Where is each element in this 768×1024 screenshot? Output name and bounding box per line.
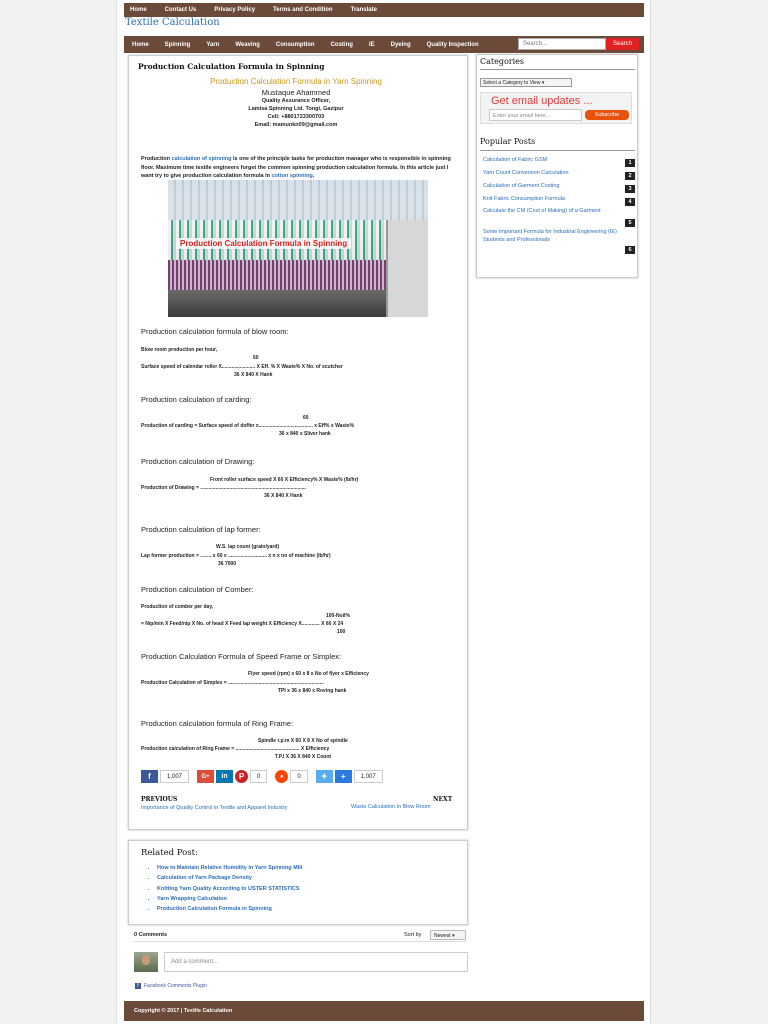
- facebook-share-icon[interactable]: f: [141, 770, 158, 783]
- formula-line: Production calculation of Ring Frame = .............................................. X Efficiency: [141, 746, 330, 752]
- formula-line: 36 X 840 X Hank: [264, 493, 303, 499]
- related-item[interactable]: • How to Maintain Relative Humidity in Yarn Spinning Mill: [157, 865, 302, 871]
- footer-copyright: Copyright © 2017 | Textile Calculation: [124, 1001, 644, 1021]
- sort-label: Sort by: [404, 932, 422, 938]
- search-input[interactable]: Search...: [518, 38, 606, 50]
- popular-post-rank: 2: [625, 172, 635, 180]
- author-cell: Cell: +8801723300703: [267, 114, 325, 120]
- popular-post-rank: 5: [625, 219, 635, 227]
- formula-line: 100: [337, 629, 346, 635]
- nav-home[interactable]: Home: [132, 41, 149, 48]
- facebook-share-count: 1,007: [160, 770, 189, 783]
- author-name: Mustaque Ahammed: [261, 88, 331, 97]
- top-link-translate[interactable]: Translate: [350, 7, 377, 13]
- post-subtitle: Production Calculation Formula in Yarn Spinning: [210, 77, 382, 86]
- pinterest-share-count: 0: [250, 770, 267, 783]
- link-calculation-of-spinning[interactable]: calculation of spinning: [171, 156, 232, 162]
- popular-post-rank: 3: [625, 185, 635, 193]
- sort-value: Newest: [434, 933, 451, 939]
- popular-post-item[interactable]: [483, 195, 632, 207]
- subscribe-button[interactable]: Subscribe: [585, 110, 629, 120]
- popular-post-rank: 4: [625, 198, 635, 206]
- facebook-icon: f: [135, 983, 141, 989]
- formula-line: 60: [303, 415, 309, 421]
- linkedin-share-icon[interactable]: in: [216, 770, 233, 783]
- heading-comber: Production calculation of Comber:: [141, 585, 254, 594]
- related-item[interactable]: • Knitting Yarn Quality According to USTER STATISTICS: [157, 886, 302, 892]
- google-plus-share-icon[interactable]: G+: [197, 770, 214, 783]
- nav-yarn[interactable]: Yarn: [206, 41, 220, 48]
- author-position: Quality Assurance Officer,: [261, 98, 331, 104]
- formula-line: 36 x 840 x Sliver hank: [279, 431, 331, 437]
- popular-post-title: Yarn Count Conversion Calculation: [483, 170, 569, 176]
- top-navigation: [124, 3, 644, 17]
- email-subscribe-box: [480, 92, 632, 124]
- avatar-face: [142, 955, 150, 965]
- formula-line: 36 7000: [218, 561, 237, 567]
- related-list: [157, 865, 302, 916]
- heading-lap-former: Production calculation of lap former:: [141, 525, 261, 534]
- formula-line: Production of Drawing = ............................................................................: [141, 485, 306, 491]
- related-heading: Related Post:: [141, 848, 198, 858]
- related-item[interactable]: • Yarn Wrapping Calculation: [157, 896, 302, 902]
- image-machine-head: [386, 220, 428, 317]
- divider: [480, 69, 635, 70]
- heading-carding: Production calculation of carding:: [141, 395, 252, 404]
- popular-post-item[interactable]: [483, 169, 632, 182]
- popular-post-item[interactable]: [483, 228, 632, 256]
- top-link-privacy[interactable]: Privacy Policy: [214, 7, 256, 13]
- comments-header: [134, 930, 467, 942]
- formula-line: Spindle r.p.m X 60 X 8 X No of spindle: [258, 738, 348, 744]
- image-banner-text: Production Calculation Formula in Spinning: [176, 238, 351, 249]
- formula-line: 100-Noil%: [326, 613, 350, 619]
- intro-text-c: .: [312, 173, 315, 179]
- popular-posts-list: [483, 156, 635, 256]
- heading-simplex: Production Calculation Formula of Speed Frame or Simplex:: [141, 652, 342, 661]
- previous-post-link[interactable]: Importance of Quality Control in Textile and Apparel Industry: [141, 805, 288, 811]
- formula-line: Production of comber per day,: [141, 604, 214, 610]
- category-select[interactable]: [480, 78, 572, 87]
- heading-ring-frame: Production calculation formula of Ring Frame:: [141, 719, 294, 728]
- popular-post-rank: 1: [625, 159, 635, 167]
- popular-post-item[interactable]: [483, 207, 632, 228]
- comment-input[interactable]: Add a comment...: [164, 952, 468, 972]
- formula-line: Production of carding = Surface speed of doffer x....................................... x Eff% x Waste%: [141, 423, 355, 429]
- formula-line: = Nip/min X Feed/nip X No. of head X Feed lap weight X Efficiency X............. X 60 X 24: [141, 621, 344, 627]
- categories-heading: Categories: [480, 57, 524, 66]
- total-share-count: 1,007: [354, 770, 383, 783]
- site-title[interactable]: Textile Calculation: [125, 17, 220, 28]
- formula-line: T.P.I X 36 X 840 X Count: [275, 754, 332, 760]
- image-ceiling: [168, 180, 428, 220]
- spinning-mill-image: [168, 180, 428, 317]
- related-posts-box: [128, 840, 468, 925]
- nav-dyeing[interactable]: Dyeing: [390, 41, 411, 48]
- popular-post-item[interactable]: [483, 156, 632, 169]
- heading-blow-room: Production calculation formula of blow room:: [141, 327, 289, 336]
- popular-post-title: Calculate the CM (Cost of Making) of a Garment: [483, 208, 601, 214]
- reddit-share-count: 0: [290, 770, 307, 783]
- formula-line: W.S. lap count (grain/yard): [216, 544, 280, 550]
- popular-post-item[interactable]: [483, 182, 632, 195]
- author-email: Email: mamunkn09@gmail.com: [254, 122, 338, 128]
- related-item[interactable]: • Production Calculation Formula in Spinning: [157, 906, 302, 912]
- popular-post-title: Some Important Formula for Industrial Engineering (IE) Students and Professionals: [483, 229, 617, 243]
- nav-quality-inspection[interactable]: Quality Inspection: [426, 41, 479, 48]
- intro-paragraph: [141, 155, 457, 181]
- nav-spinning[interactable]: Spinning: [164, 41, 191, 48]
- next-label[interactable]: NEXT: [433, 796, 453, 803]
- popular-posts-heading: Popular Posts: [480, 137, 536, 146]
- post-title[interactable]: Production Calculation Formula in Spinning: [138, 62, 325, 71]
- comment-count: 0 Comments: [134, 932, 168, 938]
- reddit-share-icon[interactable]: ●: [275, 770, 288, 783]
- related-item[interactable]: • Calculation of Yarn Package Density: [157, 875, 302, 881]
- nav-costing[interactable]: Costing: [330, 41, 353, 48]
- previous-label[interactable]: PREVIOUS: [141, 796, 178, 803]
- chevron-down-icon: ▾: [452, 933, 455, 939]
- formula-line: Surface speed of calendar roller X........................ X Eff. % X Waste% X No. of scutcher: [141, 364, 343, 370]
- search-button[interactable]: Search: [606, 38, 639, 50]
- category-select-value: Select a Category to View: [483, 80, 541, 86]
- share-bar: [141, 770, 391, 783]
- formula-line: 36 X 840 X Hank: [234, 372, 273, 378]
- email-updates-title: Get email updates ...: [491, 95, 593, 107]
- chevron-down-icon: ▾: [541, 80, 545, 86]
- sort-select[interactable]: [430, 930, 466, 940]
- email-field[interactable]: Enter your email here...: [489, 109, 582, 121]
- more-share-icon[interactable]: +: [335, 770, 352, 783]
- formula-line: Front roller surface speed X 60 X Efficiency% X Waste% (lb/hr): [210, 477, 359, 483]
- twitter-share-icon[interactable]: ✦: [316, 770, 333, 783]
- popular-post-title: Calculation of Fabric GSM: [483, 157, 548, 163]
- formula-line: TPI x 36 x 840 x Roving hank: [278, 688, 347, 694]
- heading-drawing: Production calculation of Drawing:: [141, 457, 255, 466]
- next-post-link[interactable]: Waste Calculation in Blow Room: [351, 804, 431, 810]
- popular-post-title: Knit Fabric Consumption Formula: [483, 196, 565, 202]
- popular-post-rank: 6: [625, 246, 635, 254]
- top-link-contact[interactable]: Contact Us: [164, 7, 197, 13]
- nav-consumption[interactable]: Consumption: [275, 41, 315, 48]
- link-cotton-spinning[interactable]: cotton spinning: [271, 173, 313, 179]
- facebook-plugin-label: Facebook Comments Plugin: [144, 983, 207, 989]
- formula-line: Flyer speed (rpm) x 60 x 8 x No of flyer x Efficiency: [248, 671, 369, 677]
- nav-ie[interactable]: IE: [368, 41, 375, 48]
- facebook-comments-plugin-link[interactable]: [135, 983, 207, 989]
- formula-line: 60: [253, 355, 259, 361]
- intro-text-a: Production: [141, 156, 172, 162]
- formula-line: Production Calculation of Simplex = .....................................................................: [141, 680, 324, 686]
- intro-text-b: is one of the principle tasks for production manager who is responsible in spinning floor. Maximum time textile engineers forget the common spinning production calculation formula. In this article just I want try to give production calculation formula in: [141, 156, 451, 179]
- nav-weaving[interactable]: Weaving: [235, 41, 260, 48]
- divider: [480, 150, 635, 151]
- top-link-terms[interactable]: Terms and Condition: [273, 7, 333, 13]
- formula-line: Lap former production = ........ x 60 x ............................ x n x no of machine (lb/hr): [141, 553, 331, 559]
- avatar: [134, 952, 158, 972]
- pinterest-share-icon[interactable]: P: [235, 770, 248, 783]
- author-company: Lamisa Spinning Ltd. Tongi, Gazipur: [248, 106, 344, 112]
- top-link-home[interactable]: Home: [130, 7, 147, 13]
- popular-post-title: Calculation of Garment Costing: [483, 183, 560, 189]
- formula-line: Blow room production per hour,: [141, 347, 218, 353]
